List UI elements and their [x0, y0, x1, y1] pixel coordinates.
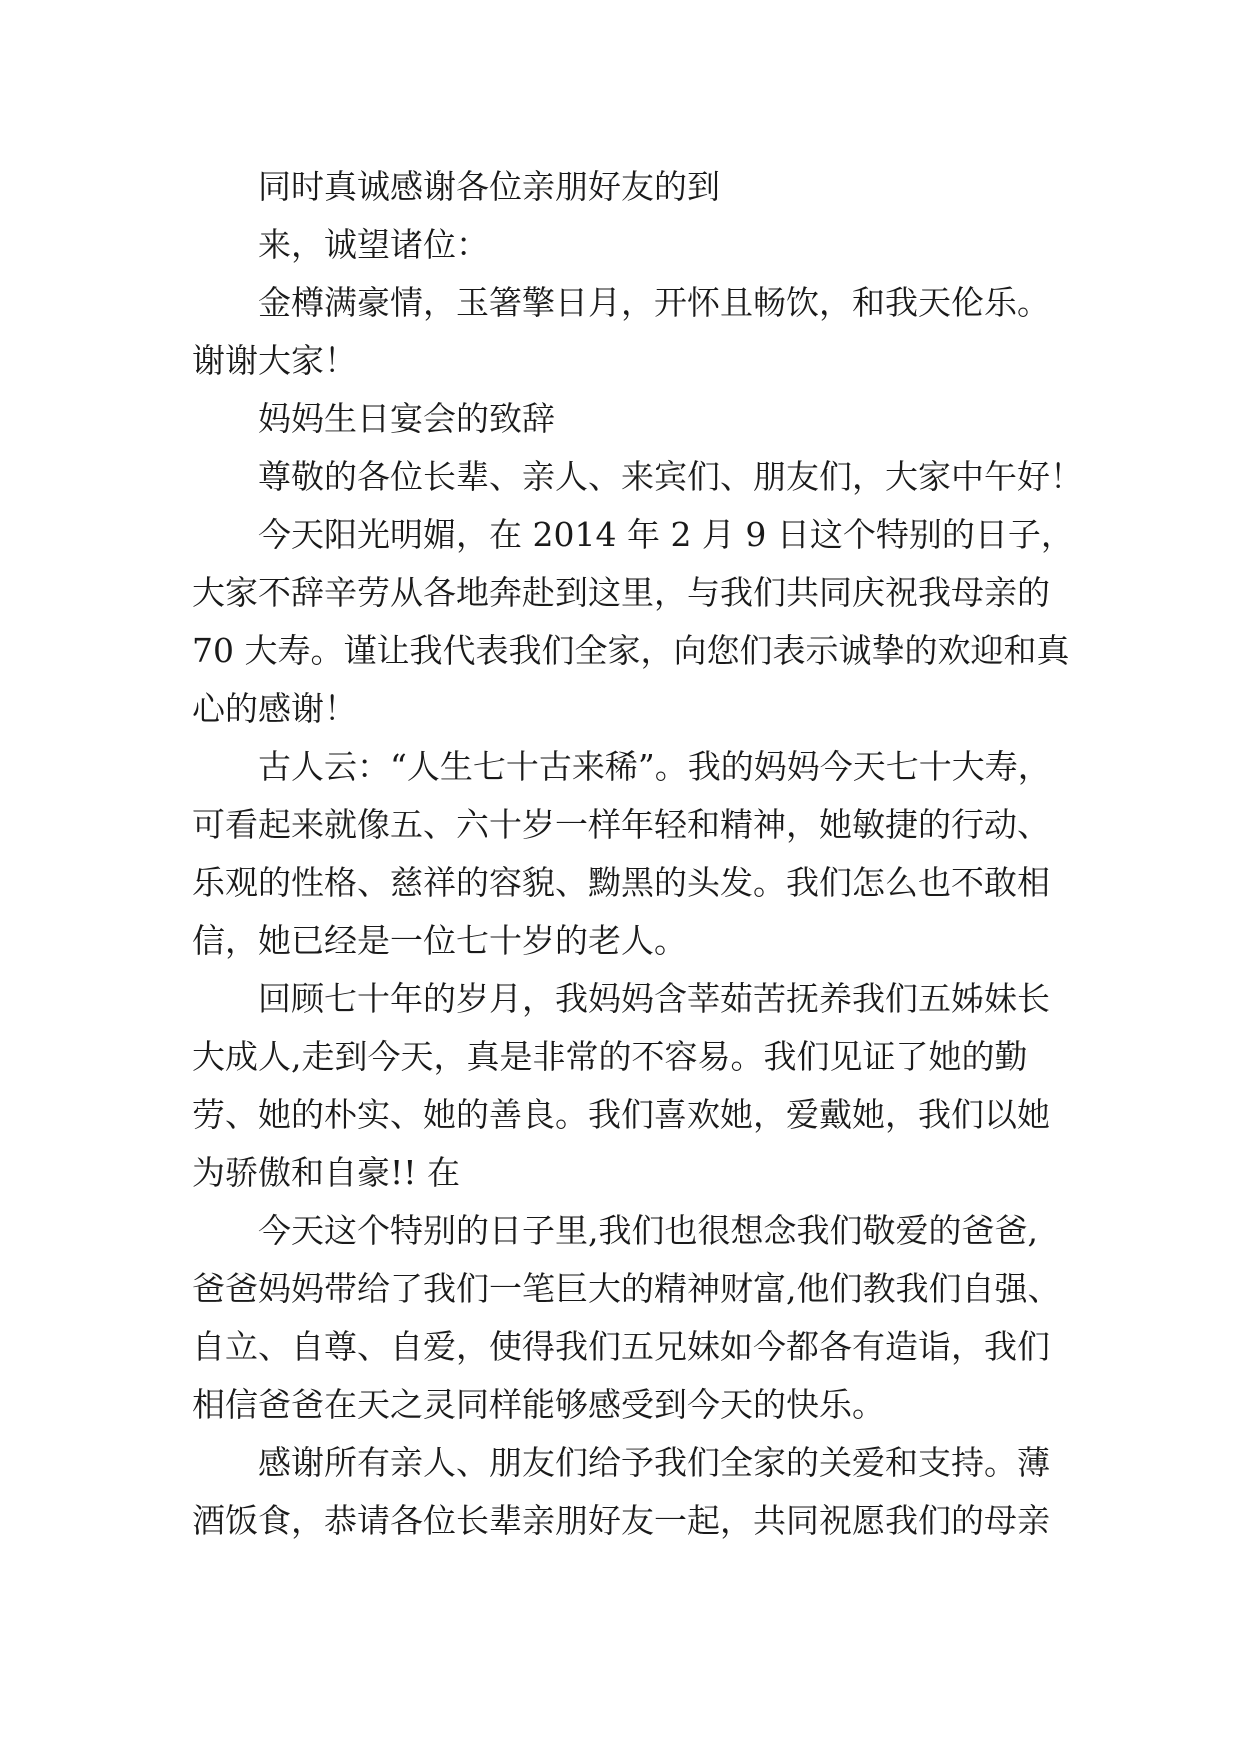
text-line: 自立、自尊、自爱，使得我们五兄妹如今都各有造诣，我们	[192, 1327, 1050, 1366]
text-line: 相信爸爸在天之灵同样能够感受到今天的快乐。	[192, 1385, 885, 1424]
text-line: 感谢所有亲人、朋友们给予我们全家的关爱和支持。薄	[258, 1443, 1050, 1482]
text-line: 大成人,走到今天，真是非常的不容易。我们见证了她的勤	[192, 1037, 1028, 1076]
text-line: 乐观的性格、慈祥的容貌、黝黑的头发。我们怎么也不敢相	[192, 863, 1050, 902]
text-line: 70 大寿。谨让我代表我们全家，向您们表示诚挚的欢迎和真	[192, 631, 1070, 670]
text-line: 金樽满豪情，玉箸擎日月，开怀且畅饮，和我天伦乐。	[258, 283, 1050, 322]
text-line: 今天阳光明媚，在 2014 年 2 月 9 日这个特别的日子，	[258, 515, 1074, 554]
text-line: 为骄傲和自豪!! 在	[192, 1153, 461, 1192]
text-line: 古人云：“人生七十古来稀”。我的妈妈今天七十大寿，	[258, 747, 1051, 786]
text-line: 信，她已经是一位七十岁的老人。	[192, 921, 687, 960]
text-line: 同时真诚感谢各位亲朋好友的到	[258, 167, 720, 206]
text-line: 来，诚望诸位：	[258, 225, 489, 264]
text-line: 回顾七十年的岁月，我妈妈含莘茹苦抚养我们五姊妹长	[258, 979, 1050, 1018]
text-line: 心的感谢！	[192, 689, 357, 728]
text-line: 今天这个特别的日子里,我们也很想念我们敬爱的爸爸,	[258, 1211, 1038, 1250]
text-line: 爸爸妈妈带给了我们一笔巨大的精神财富,他们教我们自强、	[192, 1269, 1061, 1308]
text-line: 谢谢大家！	[192, 341, 357, 380]
text-line: 酒饭食，恭请各位长辈亲朋好友一起，共同祝愿我们的母亲	[192, 1501, 1050, 1540]
document-body	[192, 158, 1083, 1550]
text-line: 大家不辞辛劳从各地奔赴到这里，与我们共同庆祝我母亲的	[192, 573, 1050, 612]
greeting-line: 尊敬的各位长辈、亲人、来宾们、朋友们，大家中午好！	[258, 457, 1083, 496]
section-title: 妈妈生日宴会的致辞	[258, 399, 555, 438]
text-line: 劳、她的朴实、她的善良。我们喜欢她，爱戴她，我们以她	[192, 1095, 1050, 1134]
text-line: 可看起来就像五、六十岁一样年轻和精神，她敏捷的行动、	[192, 805, 1050, 844]
